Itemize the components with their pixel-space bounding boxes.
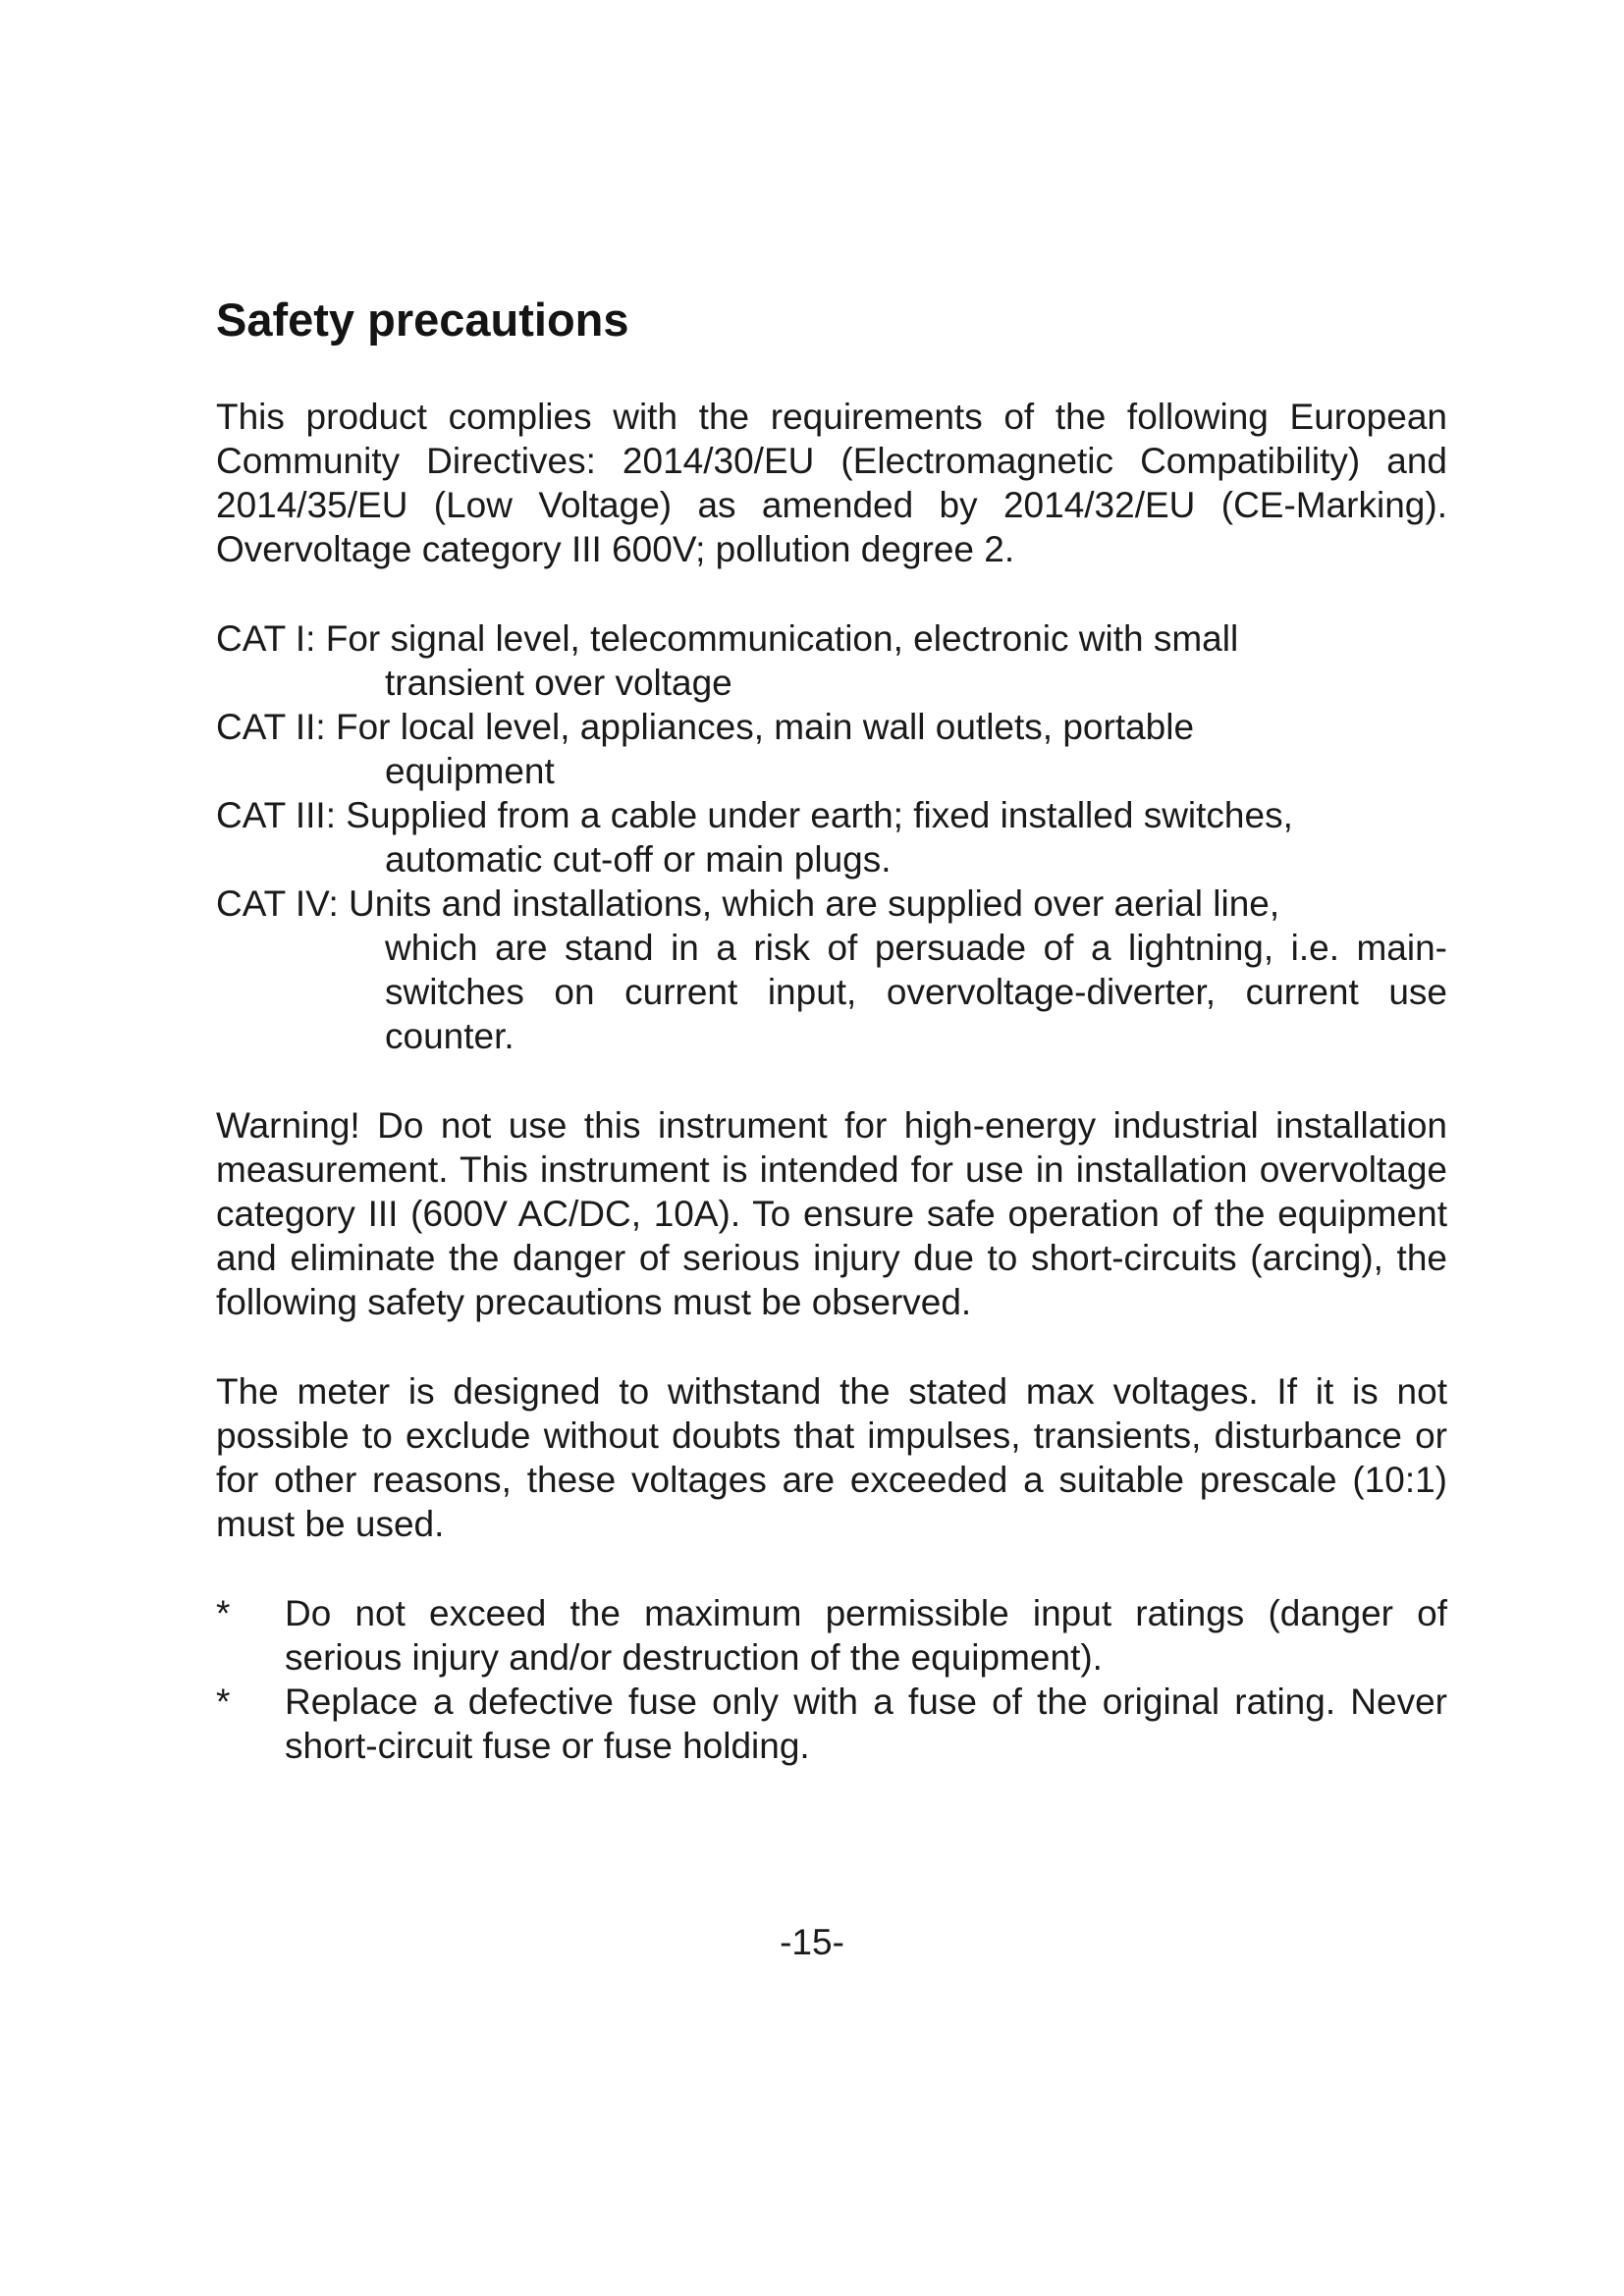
category-description-continued: equipment xyxy=(385,751,555,792)
page-number: -15- xyxy=(780,1922,844,1962)
category-label: CAT III: xyxy=(216,795,336,836)
bullet-text: Do not exceed the maximum permissible input ratings (danger of serious injury and/or destruction of the equipment). xyxy=(285,1593,1447,1679)
category-item-cat-ii xyxy=(216,705,1447,793)
asterisk-bullet-icon: * xyxy=(216,1593,231,1634)
category-label: CAT IV: xyxy=(216,883,339,925)
asterisk-bullet-icon: * xyxy=(216,1682,231,1723)
category-description: For local level, appliances, main wall outlets, portable xyxy=(336,707,1195,748)
category-item-cat-iv xyxy=(216,881,1447,1058)
precaution-bullet xyxy=(216,1680,1447,1768)
category-label: CAT I: xyxy=(216,618,316,660)
precaution-bullet xyxy=(216,1591,1447,1680)
page-title: Safety precautions xyxy=(216,294,629,346)
category-label: CAT II: xyxy=(216,707,326,748)
document-page xyxy=(216,293,1447,1768)
bullet-text: Replace a defective fuse only with a fuse of the original rating. Never short-circuit fuse or fuse holding. xyxy=(285,1682,1447,1767)
meter-paragraph: The meter is designed to withstand the stated max voltages. If it is not possible to exclude without doubts that impulses, transients, disturbance or for other reasons, these voltages are exceeded a suitable prescale (10:1) must be used. xyxy=(216,1371,1447,1545)
warning-paragraph: Warning! Do not use this instrument for high-energy industrial installation measurement. This instrument is intended for use in installation overvoltage category III (600V AC/DC, 10A). To ensure safe operation of the equipment and eliminate the danger of serious injury due to short-circuits (arcing), the following safety precautions must be observed. xyxy=(216,1105,1447,1323)
intro-paragraph: This product complies with the requirements of the following European Community Directives: 2014/30/EU (Electromagnetic Compatibility) and 2014/35/EU (Low Voltage) as amended by 2014/32/EU (CE-Marking). Overvoltage category III 600V; pollution degree 2. xyxy=(216,397,1447,570)
category-item-cat-i xyxy=(216,616,1447,705)
category-description: Supplied from a cable under earth; fixed installed switches, xyxy=(346,795,1293,836)
category-item-cat-iii xyxy=(216,793,1447,881)
category-description-continued: which are stand in a risk of persuade of a lightning, i.e. main-switches on current input, overvoltage-diverter, current use counter. xyxy=(385,928,1447,1057)
category-description-continued: automatic cut-off or main plugs. xyxy=(385,839,892,881)
category-description-continued: transient over voltage xyxy=(385,663,732,704)
category-list xyxy=(216,616,1447,1058)
precaution-bullet-list xyxy=(216,1591,1447,1768)
category-description: For signal level, telecommunication, electronic with small xyxy=(325,618,1239,660)
category-description: Units and installations, which are supplied over aerial line, xyxy=(349,883,1280,925)
